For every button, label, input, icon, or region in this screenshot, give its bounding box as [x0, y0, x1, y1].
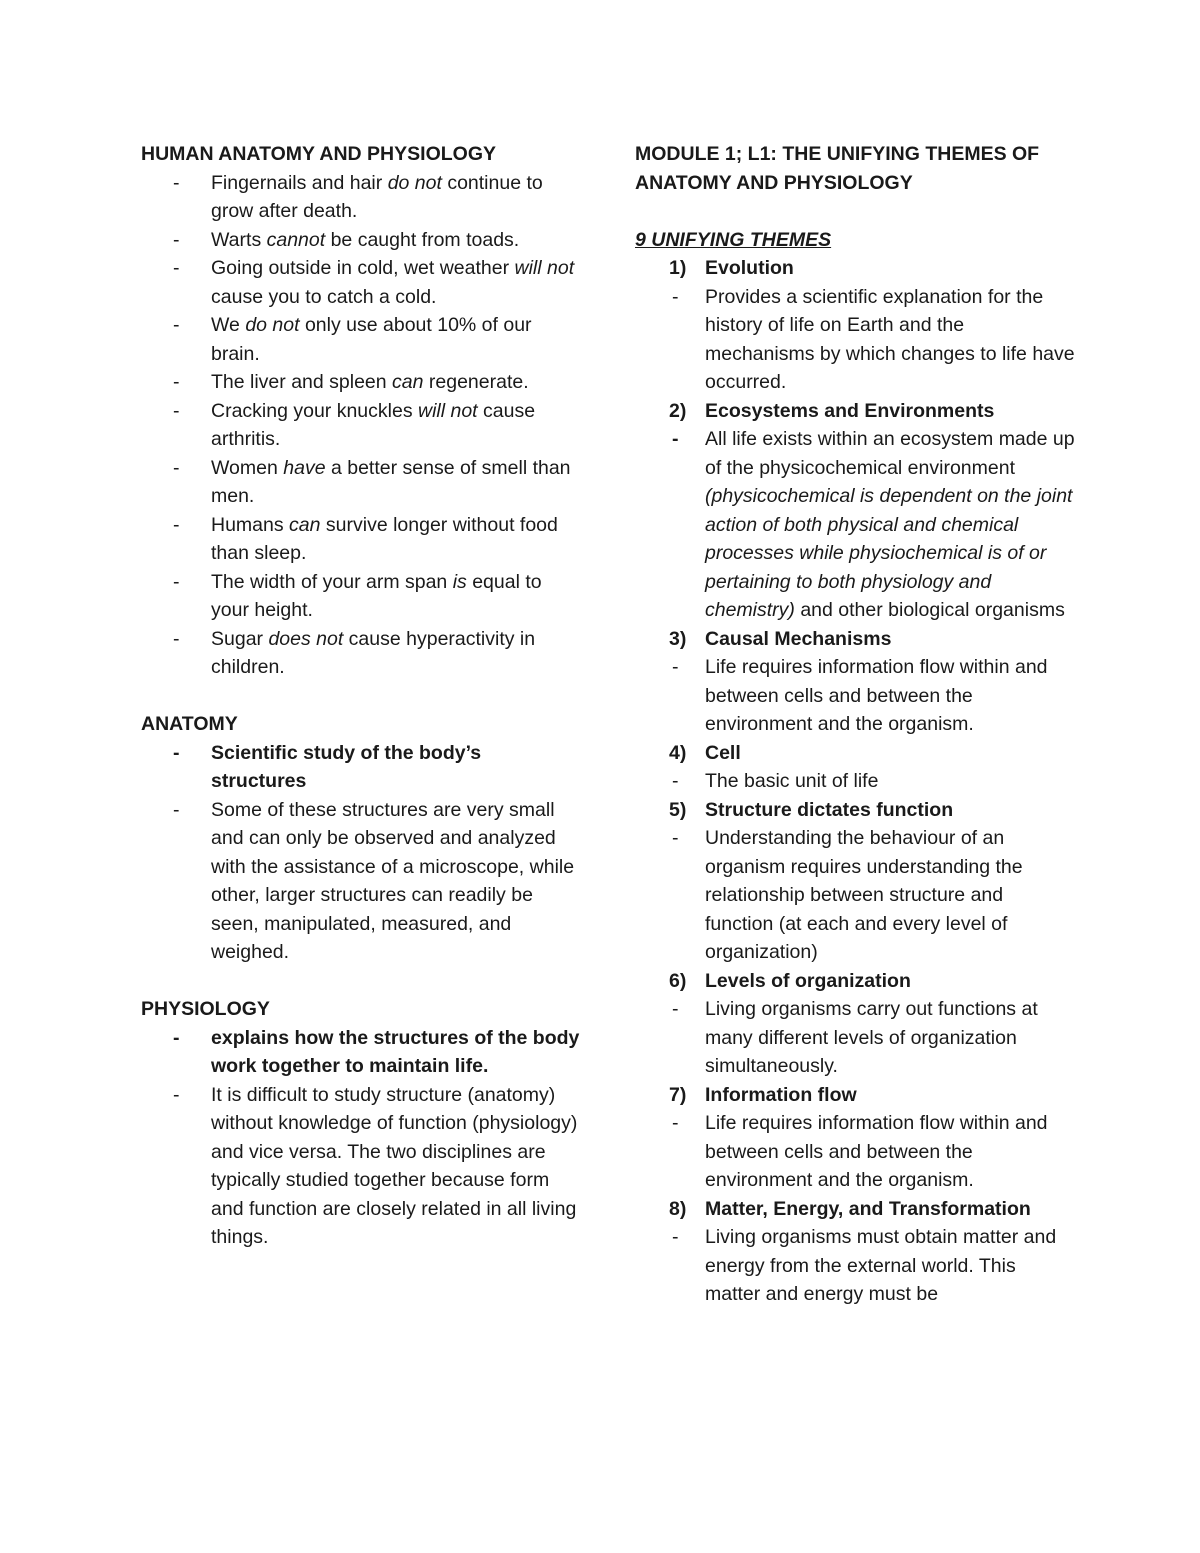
myth-item: - Cracking your knuckles will not cause arthritis. [141, 397, 581, 454]
theme-number: 4) [669, 741, 687, 764]
theme-number: 2) [669, 399, 687, 422]
anatomy-heading: ANATOMY [141, 713, 238, 735]
physiology-list [141, 1024, 581, 1252]
theme-item [635, 625, 1075, 739]
theme-title: Causal Mechanisms [705, 627, 892, 650]
theme-description: - The basic unit of life [635, 767, 1075, 796]
theme-description: - Living organisms must obtain matter and energy from the external world. This matter and energy must be [635, 1223, 1075, 1309]
theme-item [635, 397, 1075, 625]
myth-item: - Humans can survive longer without food than sleep. [141, 511, 581, 568]
theme-number: 3) [669, 627, 687, 650]
anatomy-definition: - Scientific study of the body’s structures [141, 739, 581, 796]
theme-number: 6) [669, 969, 687, 992]
myth-item: - The liver and spleen can regenerate. [141, 368, 581, 397]
theme-number: 7) [669, 1083, 687, 1106]
theme-description: - Living organisms carry out functions at many different levels of organization simultaneously. [635, 995, 1075, 1081]
document-title: HUMAN ANATOMY AND PHYSIOLOGY [141, 143, 496, 165]
myth-item: - The width of your arm span is equal to your height. [141, 568, 581, 625]
anatomy-list [141, 739, 581, 967]
right-column [635, 140, 1075, 1309]
theme-item [635, 1081, 1075, 1195]
myth-item: - Fingernails and hair do not continue to grow after death. [141, 169, 581, 226]
myth-item: - Sugar does not cause hyperactivity in children. [141, 625, 581, 682]
left-column [141, 140, 581, 1252]
myth-item: - Warts cannot be caught from toads. [141, 226, 581, 255]
theme-number: 8) [669, 1197, 687, 1220]
theme-description: - Life requires information flow within and between cells and between the environment and the organism. [635, 653, 1075, 739]
physiology-heading: PHYSIOLOGY [141, 998, 270, 1020]
theme-item [635, 739, 1075, 796]
theme-title: Information flow [705, 1083, 857, 1106]
themes-list [635, 254, 1075, 1309]
myth-item: - We do not only use about 10% of our brain. [141, 311, 581, 368]
theme-title: Matter, Energy, and Transformation [705, 1197, 1031, 1220]
theme-description: - All life exists within an ecosystem made up of the physicochemical environment (physicochemical is dependent on the joint action of both physical and chemical processes while physiochemical is of or pertaining to both physiology and chemistry) and other biological organisms [635, 425, 1075, 625]
theme-title: Levels of organization [705, 969, 911, 992]
module-title: MODULE 1; L1: THE UNIFYING THEMES OF ANATOMY AND PHYSIOLOGY [635, 143, 1040, 194]
theme-description: - Provides a scientific explanation for the history of life on Earth and the mechanisms by which changes to life have occurred. [635, 283, 1075, 397]
theme-number: 1) [669, 257, 687, 279]
theme-item [635, 254, 1075, 397]
anatomy-detail: - Some of these structures are very small and can only be observed and analyzed with the assistance of a microscope, while other, larger structures can readily be seen, manipulated, measured, and weighed. [141, 796, 581, 967]
theme-number: 5) [669, 798, 687, 821]
theme-description: - Life requires information flow within and between cells and between the environment and the organism. [635, 1109, 1075, 1195]
themes-subtitle: 9 UNIFYING THEMES [635, 228, 832, 251]
myth-item: - Going outside in cold, wet weather will not cause you to catch a cold. [141, 254, 581, 311]
myths-list [141, 169, 581, 682]
theme-item [635, 796, 1075, 967]
theme-item [635, 1195, 1075, 1309]
physiology-definition: - explains how the structures of the body work together to maintain life. [141, 1024, 581, 1081]
theme-title: Cell [705, 741, 741, 764]
theme-item [635, 967, 1075, 1081]
theme-title: Evolution [705, 257, 794, 279]
theme-title: Ecosystems and Environments [705, 399, 995, 422]
physiology-detail: - It is difficult to study structure (anatomy) without knowledge of function (physiology) and vice versa. The two disciplines are typically studied together because form and function are closely related in all living things. [141, 1081, 581, 1252]
theme-description: - Understanding the behaviour of an organism requires understanding the relationship between structure and function (at each and every level of organization) [635, 824, 1075, 967]
myth-item: - Women have a better sense of smell than men. [141, 454, 581, 511]
theme-title: Structure dictates function [705, 798, 954, 821]
